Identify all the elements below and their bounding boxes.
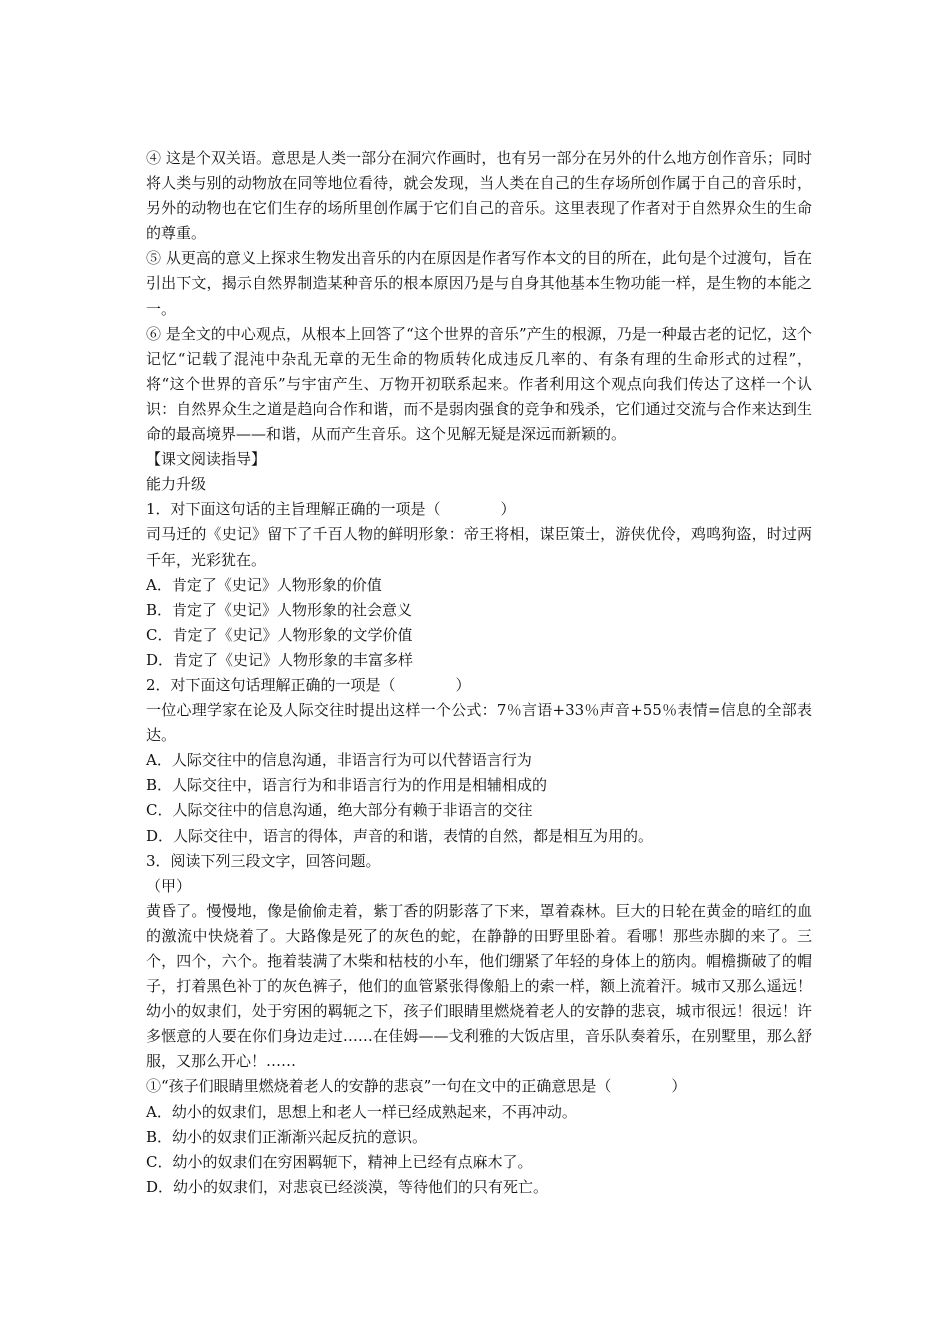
question-1-passage: 司马迁的《史记》留下了千百人物的鲜明形象：帝王将相，谋臣策士，游侠优伶，鸡鸣狗盗，时过两千年，光彩犹在。	[146, 525, 812, 569]
section-heading-reading-guide: 【课文阅读指导】	[146, 450, 267, 469]
question-3-option-c: C．幼小的奴隶们在穷困羁轭下，精神上已经有点麻木了。	[146, 1152, 533, 1171]
question-1-option-c: C．肯定了《史记》人物形象的文学价值	[146, 625, 413, 644]
question-1: 1．对下面这句话的主旨理解正确的一项是（ ）	[146, 500, 516, 519]
paragraph-note-5: ⑤ 从更高的意义上探求生物发出音乐的内在原因是作者写作本文的目的所在，此句是个过渡句，旨在引出下文，揭示自然界制造某种音乐的根本原因乃是与自身其他基本生物功能一样，是生物的本能之一。	[146, 249, 812, 318]
passage-jia: 黄昏了。慢慢地，像是偷偷走着，紫丁香的阴影落了下来，罩着森林。巨大的日轮在黄金的暗红的血的激流中快烧着了。大路像是死了的灰色的蛇，在静静的田野里卧着。看哪！那些赤脚的来了。三个，四个，六个。拖着装满了木柴和枯枝的小车，他们绷紧了年轻的身体上的筋肉。帽檐撕破了的帽子，打着黑色补丁的灰色裤子，他们的血管紧张得像船上的索一样，额上流着汗。城市又那么遥远！幼小的奴隶们，处于穷困的羁轭之下，孩子们眼睛里燃烧着老人的安静的悲哀，城市很远！很远！许多惬意的人要在你们身边走过……在佳姆——戈利雅的大饭店里，音乐队奏着乐，在别墅里，那么舒服，又那么开心！……	[146, 901, 812, 1071]
question-3-option-a: A．幼小的奴隶们，思想上和老人一样已经成熟起来，不再冲动。	[146, 1102, 577, 1121]
question-1-option-b: B．肯定了《史记》人物形象的社会意义	[146, 600, 413, 619]
question-3-sub-1: ①“孩子们眼睛里燃烧着老人的安静的悲哀”一句在文中的正确意思是（ ）	[146, 1077, 687, 1096]
question-2-option-b: B．人际交往中，语言行为和非语言行为的作用是相辅相成的	[146, 776, 548, 795]
subheading-ability: 能力升级	[146, 475, 207, 494]
question-2: 2．对下面这句话理解正确的一项是（ ）	[146, 675, 471, 694]
question-3: 3．阅读下列三段文字，回答问题。	[146, 851, 381, 870]
question-2-option-c: C．人际交往中的信息沟通，绝大部分有赖于非语言的交往	[146, 801, 533, 820]
question-1-option-a: A．肯定了《史记》人物形象的价值	[146, 575, 382, 594]
passage-label-jia: （甲）	[146, 876, 192, 895]
question-3-option-d: D．幼小的奴隶们，对悲哀已经淡漠，等待他们的只有死亡。	[146, 1177, 549, 1196]
question-2-passage: 一位心理学家在论及人际交往时提出这样一个公式：7％言语+33％声音+55％表情=信息的全部表达。	[146, 701, 812, 745]
question-2-option-a: A．人际交往中的信息沟通，非语言行为可以代替语言行为	[146, 751, 532, 770]
question-2-option-d: D．人际交往中，语言的得体，声音的和谐，表情的自然，都是相互为用的。	[146, 826, 654, 845]
paragraph-note-6: ⑥ 是全文的中心观点，从根本上回答了“这个世界的音乐”产生的根源，乃是一种最古老的记忆，这个记忆“记载了混沌中杂乱无章的无生命的物质转化成违反几率的、有条有理的生命形式的过程”，将“这个世界的音乐”与宇宙产生、万物开初联系起来。作者利用这个观点向我们传达了这样一个认识：自然界众生之道是趋向合作和谐，而不是弱肉强食的竞争和残杀，它们通过交流与合作来达到生命的最高境界——和谐，从而产生音乐。这个见解无疑是深远而新颖的。	[146, 324, 812, 444]
paragraph-note-4: ④ 这是个双关语。意思是人类一部分在洞穴作画时，也有另一部分在另外的什么地方创作音乐；同时将人类与别的动物放在同等地位看待，就会发现，当人类在自己的生存场所创作属于自己的音乐时，另外的动物也在它们生存的场所里创作属于它们自己的音乐。这里表现了作者对于自然界众生的生命的尊重。	[146, 149, 812, 243]
question-1-option-d: D．肯定了《史记》人物形象的丰富多样	[146, 650, 414, 669]
document-page	[146, 146, 812, 1200]
question-3-option-b: B．幼小的奴隶们正渐渐兴起反抗的意识。	[146, 1127, 428, 1146]
